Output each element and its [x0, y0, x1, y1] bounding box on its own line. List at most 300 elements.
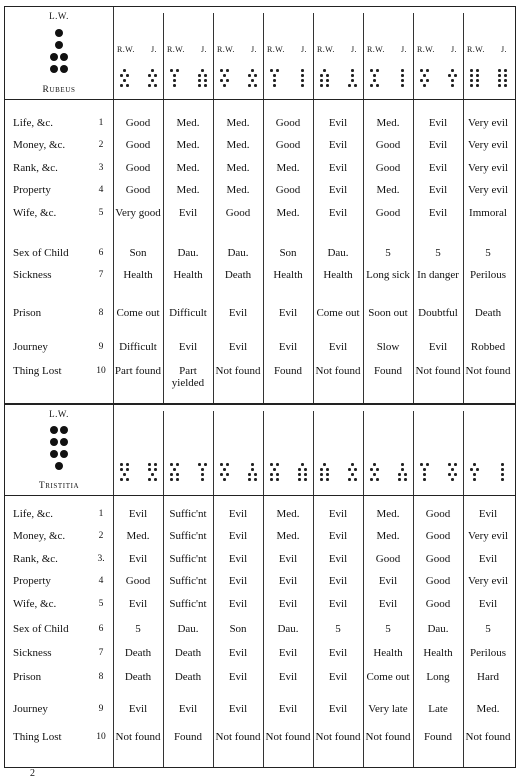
table-cell: Med.	[226, 162, 250, 174]
glyph-dot	[304, 478, 307, 481]
header-divider	[5, 495, 515, 496]
glyph-dot	[226, 473, 229, 476]
glyph-dot	[476, 84, 479, 87]
glyph-dot	[120, 478, 123, 481]
table-cell: Evil	[328, 575, 348, 587]
glyph-dot	[151, 473, 154, 476]
glyph-dot	[270, 463, 273, 466]
lw-label: L.W.	[49, 409, 69, 419]
glyph-dot	[320, 468, 323, 471]
glyph-dot	[504, 74, 507, 77]
row-label: Prison	[13, 671, 42, 683]
table-cell: Hard	[477, 671, 499, 683]
table-cell: Health	[423, 647, 453, 659]
table-cell: Evil	[478, 598, 498, 610]
table-cell: Evil	[128, 508, 148, 520]
table-cell: Evil	[228, 703, 248, 715]
table-cell: Health	[373, 647, 403, 659]
glyph-dot	[176, 478, 179, 481]
row-label: Thing Lost	[13, 731, 62, 743]
figure-dot	[50, 65, 58, 73]
glyph-dot	[398, 473, 401, 476]
header-rw: R.W.	[217, 45, 235, 54]
table-cell: Come out	[316, 307, 360, 319]
glyph-dot	[320, 473, 323, 476]
table-cell: Son	[129, 247, 147, 259]
glyph-dot	[298, 478, 301, 481]
glyph-dot	[423, 468, 426, 471]
header-j: J.	[501, 45, 507, 54]
row-label: Sex of Child	[13, 623, 69, 635]
table-cell: 5	[485, 247, 491, 259]
glyph-dot	[454, 473, 457, 476]
table-cell: Suffic'nt	[169, 508, 207, 520]
table-cell: Death	[174, 671, 202, 683]
glyph-dot	[248, 74, 251, 77]
glyph-dot	[273, 79, 276, 82]
glyph-dot	[126, 463, 129, 466]
table-cell: Death	[474, 307, 502, 319]
glyph-dot	[151, 69, 154, 72]
glyph-dot	[423, 84, 426, 87]
table-cell: Evil	[328, 530, 348, 542]
glyph-dot	[226, 69, 229, 72]
table-cell: Good	[375, 553, 401, 565]
glyph-dot	[301, 84, 304, 87]
glyph-dot	[270, 473, 273, 476]
glyph-dot	[301, 79, 304, 82]
table-cell: Doubtful	[418, 307, 458, 319]
table-cell: Found	[173, 731, 203, 743]
glyph-dot	[470, 79, 473, 82]
glyph-dot	[370, 84, 373, 87]
glyph-dot	[204, 74, 207, 77]
table-cell: Late	[428, 703, 448, 715]
row-number: 10	[96, 732, 106, 742]
glyph-dot	[476, 468, 479, 471]
table-cell: Suffic'nt	[169, 530, 207, 542]
row-label: Wife, &c.	[13, 207, 57, 219]
table-cell: Death	[224, 269, 252, 281]
glyph-dot	[154, 468, 157, 471]
glyph-dot	[198, 463, 201, 466]
row-label: Sex of Child	[13, 247, 69, 259]
table-cell: Suffic'nt	[169, 553, 207, 565]
glyph-dot	[370, 468, 373, 471]
table-cell: Not found	[215, 731, 261, 743]
table-cell: Evil	[378, 598, 398, 610]
table-cell: Evil	[278, 341, 298, 353]
header-j: J.	[201, 45, 207, 54]
glyph-dot	[201, 478, 204, 481]
table-cell: Med.	[276, 162, 300, 174]
glyph-dot	[320, 478, 323, 481]
glyph-dot	[304, 473, 307, 476]
glyph-dot	[354, 84, 357, 87]
glyph-dot	[373, 79, 376, 82]
glyph-dot	[451, 84, 454, 87]
glyph-dot	[473, 473, 476, 476]
glyph-dot	[351, 74, 354, 77]
table-cell: Evil	[228, 671, 248, 683]
header-j: J.	[351, 45, 357, 54]
table-cell: Good	[375, 207, 401, 219]
figure-dot	[60, 450, 68, 458]
table-cell: Evil	[278, 307, 298, 319]
table-cell: Med.	[126, 530, 150, 542]
glyph-dot	[151, 79, 154, 82]
row-number: 7	[98, 270, 104, 280]
glyph-dot	[248, 478, 251, 481]
glyph-dot	[376, 69, 379, 72]
figure-dot	[60, 65, 68, 73]
table-cell: Death	[174, 647, 202, 659]
glyph-dot	[176, 463, 179, 466]
row-label: Property	[13, 575, 51, 587]
table-cell: Evil	[178, 207, 198, 219]
table-cell: Found	[423, 731, 453, 743]
table-cell: Difficult	[119, 341, 157, 353]
table-cell: Not found	[415, 365, 461, 377]
glyph-dot	[470, 84, 473, 87]
table-cell: Evil	[228, 553, 248, 565]
table-cell: Evil	[328, 671, 348, 683]
table-cell: Not found	[115, 731, 161, 743]
row-number: 8	[98, 308, 104, 318]
row-label: Wife, &c.	[13, 598, 57, 610]
table-cell: Suffic'nt	[169, 575, 207, 587]
row-label: Life, &c.	[13, 508, 54, 520]
glyph-dot	[326, 478, 329, 481]
table-cell: Evil	[178, 341, 198, 353]
glyph-dot	[176, 473, 179, 476]
table-cell: Med.	[276, 530, 300, 542]
glyph-dot	[251, 468, 254, 471]
table-cell: Med.	[376, 508, 400, 520]
figure-dot	[50, 426, 58, 434]
table-cell: Good	[275, 184, 301, 196]
table-cell: Dau.	[277, 623, 299, 635]
glyph-dot	[423, 478, 426, 481]
table-cell: Evil	[328, 553, 348, 565]
table-cell: 5	[385, 623, 391, 635]
glyph-dot	[326, 79, 329, 82]
table-cell: 5	[335, 623, 341, 635]
glyph-dot	[401, 463, 404, 466]
table-cell: Evil	[228, 598, 248, 610]
glyph-dot	[204, 79, 207, 82]
glyph-dot	[126, 478, 129, 481]
glyph-dot	[251, 79, 254, 82]
glyph-dot	[276, 463, 279, 466]
header-j: J.	[251, 45, 257, 54]
glyph-dot	[201, 69, 204, 72]
glyph-dot	[254, 473, 257, 476]
glyph-dot	[298, 473, 301, 476]
glyph-dot	[301, 69, 304, 72]
table-cell: Evil	[328, 508, 348, 520]
header-rw: R.W.	[117, 45, 135, 54]
glyph-dot	[323, 69, 326, 72]
glyph-dot	[420, 69, 423, 72]
glyph-dot	[170, 473, 173, 476]
glyph-dot	[304, 468, 307, 471]
glyph-dot	[276, 478, 279, 481]
figure-dot	[60, 53, 68, 61]
table-cell: Soon out	[368, 307, 408, 319]
row-label: Prison	[13, 307, 42, 319]
glyph-dot	[173, 84, 176, 87]
glyph-dot	[298, 468, 301, 471]
glyph-dot	[220, 473, 223, 476]
glyph-dot	[401, 69, 404, 72]
table-cell: Evil	[428, 207, 448, 219]
table-cell: 5	[485, 623, 491, 635]
table-cell: Dau.	[227, 247, 249, 259]
table-cell: Not found	[265, 731, 311, 743]
table-cell: Dau.	[177, 247, 199, 259]
table-cell: Not found	[315, 731, 361, 743]
glyph-dot	[448, 463, 451, 466]
table-cell: Good	[275, 117, 301, 129]
table-cell: Immoral	[469, 207, 507, 219]
glyph-dot	[254, 84, 257, 87]
table-cell: Not found	[365, 731, 411, 743]
glyph-dot	[198, 84, 201, 87]
glyph-dot	[148, 463, 151, 466]
row-number: 3.	[97, 554, 105, 564]
glyph-dot	[473, 478, 476, 481]
table-cell: Evil	[328, 647, 348, 659]
glyph-dot	[170, 463, 173, 466]
glyph-dot	[276, 473, 279, 476]
glyph-dot	[420, 463, 423, 466]
glyph-dot	[476, 69, 479, 72]
table-cell: Evil	[328, 703, 348, 715]
glyph-dot	[401, 79, 404, 82]
table-cell: Health	[123, 269, 153, 281]
table-cell: Robbed	[470, 341, 506, 353]
table-cell: Evil	[278, 703, 298, 715]
table-cell: Good	[425, 530, 451, 542]
table-cell: 5	[135, 623, 141, 635]
glyph-dot	[373, 74, 376, 77]
glyph-dot	[154, 84, 157, 87]
row-number: 9	[98, 342, 104, 352]
table-cell: Evil	[328, 162, 348, 174]
row-number: 5	[98, 208, 104, 218]
table-cell: Suffic'nt	[169, 598, 207, 610]
glyph-dot	[501, 473, 504, 476]
table-cell: Med.	[376, 117, 400, 129]
table-cell: Good	[425, 553, 451, 565]
table-cell: In danger	[417, 269, 459, 281]
glyph-dot	[470, 74, 473, 77]
glyph-dot	[248, 84, 251, 87]
row-label: Rank, &c.	[13, 553, 58, 565]
table-cell: Long	[426, 671, 450, 683]
glyph-dot	[476, 74, 479, 77]
glyph-dot	[123, 79, 126, 82]
glyph-dot	[370, 478, 373, 481]
table-cell: Good	[225, 207, 251, 219]
row-number: 4	[98, 576, 104, 586]
table-cell: Not found	[465, 365, 511, 377]
glyph-dot	[120, 74, 123, 77]
glyph-dot	[404, 478, 407, 481]
row-number: 2	[98, 140, 104, 150]
table-cell: Good	[125, 184, 151, 196]
glyph-dot	[354, 468, 357, 471]
table-cell: Evil	[428, 184, 448, 196]
glyph-dot	[376, 478, 379, 481]
table-cell: Come out	[116, 307, 160, 319]
page-number: 2	[30, 768, 35, 779]
glyph-dot	[270, 478, 273, 481]
glyph-dot	[176, 69, 179, 72]
table-cell: Med.	[226, 117, 250, 129]
table-cell: Good	[125, 117, 151, 129]
glyph-dot	[348, 478, 351, 481]
glyph-dot	[348, 468, 351, 471]
glyph-dot	[426, 69, 429, 72]
table-tristitia	[4, 404, 516, 768]
glyph-dot	[270, 69, 273, 72]
table-cell: Health	[273, 269, 303, 281]
glyph-dot	[504, 84, 507, 87]
table-cell: 5	[435, 247, 441, 259]
table-cell: Good	[375, 162, 401, 174]
glyph-dot	[198, 74, 201, 77]
glyph-dot	[420, 79, 423, 82]
glyph-dot	[320, 84, 323, 87]
table-cell: Evil	[428, 139, 448, 151]
glyph-dot	[148, 84, 151, 87]
table-cell: Found	[273, 365, 303, 377]
glyph-dot	[320, 79, 323, 82]
row-label: Thing Lost	[13, 365, 62, 377]
header-j: J.	[151, 45, 157, 54]
table-cell: Evil	[128, 553, 148, 565]
glyph-dot	[351, 79, 354, 82]
glyph-dot	[170, 478, 173, 481]
glyph-dot	[476, 79, 479, 82]
glyph-dot	[354, 478, 357, 481]
glyph-dot	[373, 463, 376, 466]
glyph-dot	[223, 478, 226, 481]
glyph-dot	[376, 84, 379, 87]
glyph-dot	[204, 84, 207, 87]
glyph-dot	[320, 74, 323, 77]
glyph-dot	[276, 69, 279, 72]
row-number: 5	[98, 599, 104, 609]
table-cell: Good	[375, 139, 401, 151]
glyph-dot	[154, 478, 157, 481]
table-cell: Med.	[276, 508, 300, 520]
figure-dot	[55, 29, 63, 37]
glyph-dot	[126, 468, 129, 471]
figure-dot	[55, 41, 63, 49]
table-cell: Med.	[176, 139, 200, 151]
glyph-dot	[448, 473, 451, 476]
row-label: Life, &c.	[13, 117, 54, 129]
glyph-dot	[170, 69, 173, 72]
glyph-dot	[248, 473, 251, 476]
table-cell: Evil	[128, 598, 148, 610]
glyph-dot	[498, 79, 501, 82]
table-cell: Evil	[128, 703, 148, 715]
header-rw: R.W.	[267, 45, 285, 54]
glyph-dot	[498, 84, 501, 87]
table-cell: Evil	[228, 307, 248, 319]
table-cell: Evil	[328, 139, 348, 151]
header-rw: R.W.	[467, 45, 485, 54]
glyph-dot	[223, 74, 226, 77]
table-cell: Evil	[278, 647, 298, 659]
table-cell: Evil	[178, 703, 198, 715]
table-cell: Very good	[115, 207, 161, 219]
table-cell: Evil	[228, 647, 248, 659]
table-cell: Health	[173, 269, 203, 281]
table-cell: Perilous	[469, 269, 507, 281]
glyph-dot	[501, 468, 504, 471]
table-cell: Evil	[478, 508, 498, 520]
glyph-dot	[220, 463, 223, 466]
glyph-dot	[301, 463, 304, 466]
glyph-dot	[348, 84, 351, 87]
table-cell: Good	[425, 575, 451, 587]
glyph-dot	[423, 74, 426, 77]
glyph-dot	[454, 74, 457, 77]
table-cell: Not found	[465, 731, 511, 743]
glyph-dot	[426, 463, 429, 466]
glyph-dot	[201, 468, 204, 471]
row-label: Money, &c.	[13, 530, 66, 542]
header-rw: R.W.	[167, 45, 185, 54]
table-cell: Health	[323, 269, 353, 281]
row-label: Sickness	[13, 269, 52, 281]
glyph-dot	[426, 79, 429, 82]
glyph-dot	[173, 74, 176, 77]
glyph-dot	[154, 463, 157, 466]
glyph-dot	[498, 69, 501, 72]
table-cell: Very evil	[467, 530, 508, 542]
glyph-dot	[148, 478, 151, 481]
glyph-dot	[504, 79, 507, 82]
table-cell: Evil	[228, 508, 248, 520]
table-cell: Not found	[315, 365, 361, 377]
table-cell: Good	[125, 139, 151, 151]
row-number: 8	[98, 672, 104, 682]
glyph-dot	[201, 473, 204, 476]
glyph-dot	[254, 74, 257, 77]
table-rubeus	[4, 6, 516, 404]
glyph-dot	[226, 79, 229, 82]
table-cell: Death	[124, 671, 152, 683]
table-cell: Evil	[228, 575, 248, 587]
table-cell: Son	[279, 247, 297, 259]
glyph-dot	[148, 468, 151, 471]
header-rw: R.W.	[417, 45, 435, 54]
glyph-dot	[451, 468, 454, 471]
table-cell: Evil	[228, 341, 248, 353]
row-label: Journey	[13, 341, 48, 353]
table-cell: Dau.	[177, 623, 199, 635]
table-cell: Very late	[368, 703, 408, 715]
glyph-dot	[401, 74, 404, 77]
glyph-dot	[470, 468, 473, 471]
glyph-dot	[501, 478, 504, 481]
